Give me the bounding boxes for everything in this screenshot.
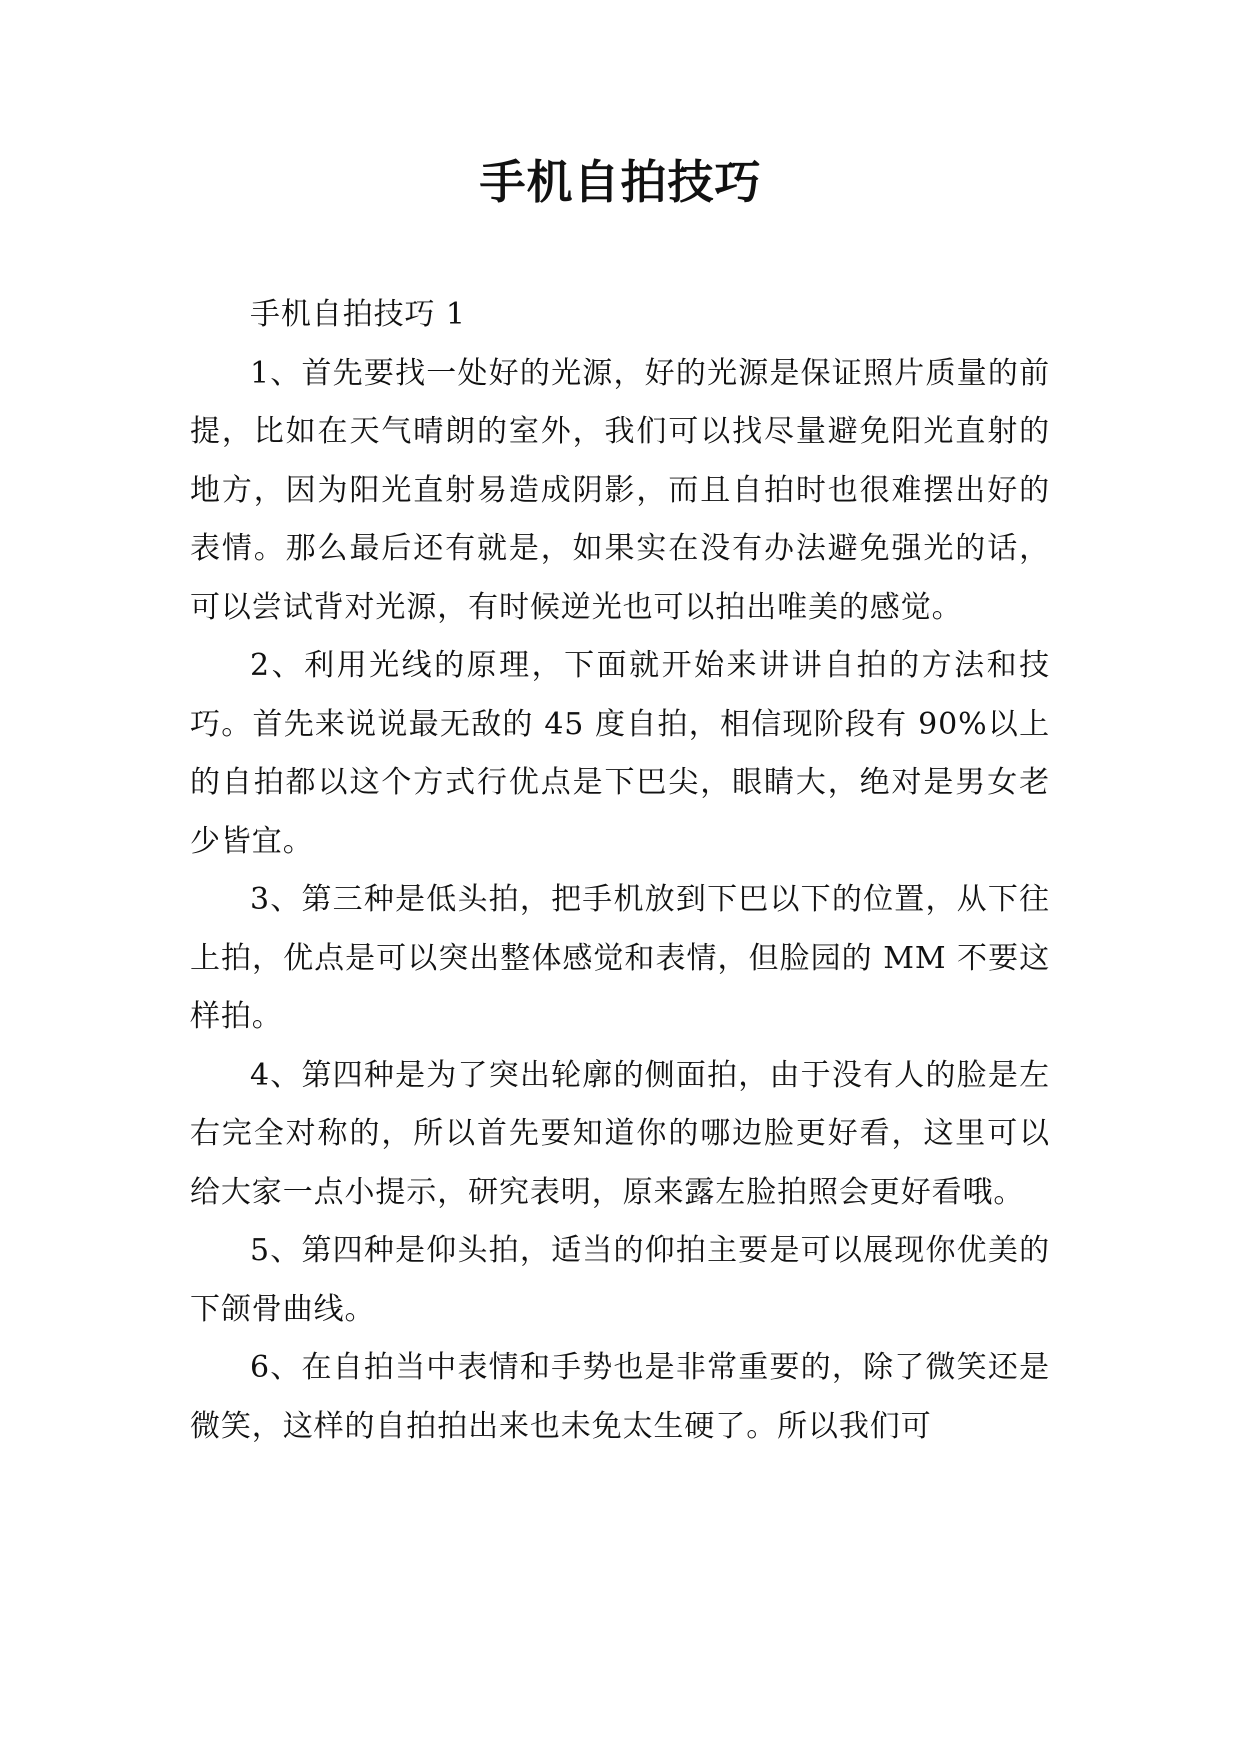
- paragraph-1: 1、首先要找一处好的光源，好的光源是保证照片质量的前提，比如在天气晴朗的室外，我们可以找尽量避免阳光直射的地方，因为阳光直射易造成阴影，而且自拍时也很难摆出好的表情。那么最后还有就是，如果实在没有办法避免强光的话，可以尝试背对光源，有时候逆光也可以拍出唯美的感觉。: [190, 355, 1050, 625]
- section-heading: 手机自拍技巧 1: [250, 297, 466, 332]
- paragraph-3: 3、第三种是低头拍，把手机放到下巴以下的位置，从下往上拍，优点是可以突出整体感觉和表情，但脸园的 MM 不要这样拍。: [190, 882, 1050, 1034]
- document-body: [190, 286, 1050, 1456]
- paragraph-5: 5、第四种是仰头拍，适当的仰拍主要是可以展现你优美的下颌骨曲线。: [190, 1233, 1050, 1327]
- paragraph-4: 4、第四种是为了突出轮廓的侧面拍，由于没有人的脸是左右完全对称的，所以首先要知道你的哪边脸更好看，这里可以给大家一点小提示，研究表明，原来露左脸拍照会更好看哦。: [190, 1057, 1050, 1210]
- document-title: 手机自拍技巧: [479, 155, 762, 209]
- paragraph-2: 2、利用光线的原理，下面就开始来讲讲自拍的方法和技巧。首先来说说最无敌的 45 度自拍，相信现阶段有 90%以上的自拍都以这个方式行优点是下巴尖，眼睛大，绝对是男女老少皆宜。: [190, 648, 1050, 859]
- paragraph-6: 6、在自拍当中表情和手势也是非常重要的，除了微笑还是微笑，这样的自拍拍出来也未免太生硬了。所以我们可: [190, 1350, 1050, 1444]
